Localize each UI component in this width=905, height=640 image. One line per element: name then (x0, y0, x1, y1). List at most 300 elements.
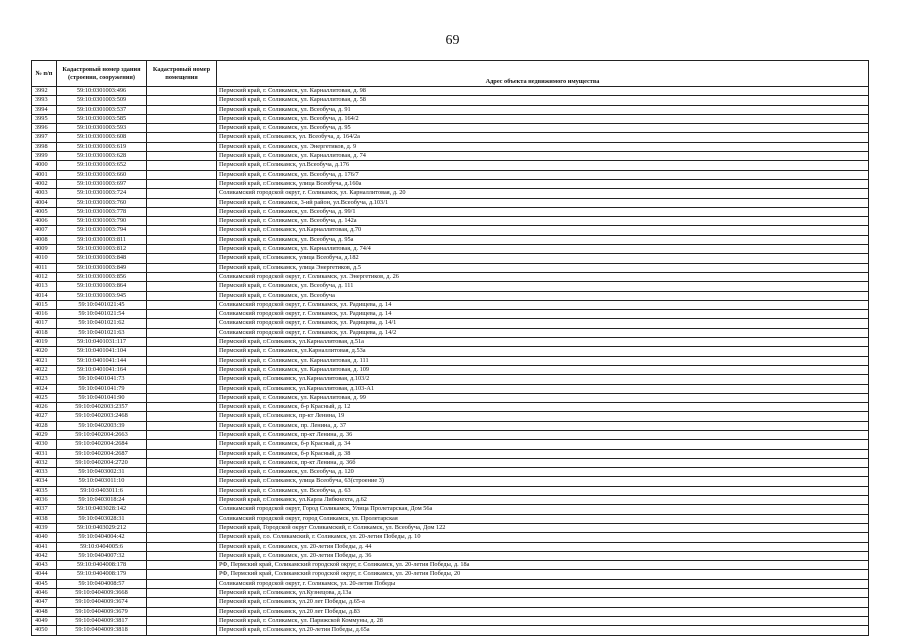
cadastral-number: 59:10:0301003:778 (57, 207, 147, 216)
row-number: 4041 (32, 542, 57, 551)
room-number (147, 198, 217, 207)
address: РФ, Пермский край, Соликамский городской округ, г. Соликамск, ул. 20-летия Победы, 20 (217, 570, 869, 579)
table-row (32, 440, 869, 449)
cadastral-number: 59:10:0404008:178 (57, 561, 147, 570)
row-number: 4014 (32, 291, 57, 300)
header-room: Кадастровый номер помещения (147, 61, 217, 87)
address: Пермский край, г. Соликамск, ул. Карналлитовая, д. 58 (217, 96, 869, 105)
table-row (32, 179, 869, 188)
room-number (147, 626, 217, 635)
property-table (31, 60, 869, 636)
cadastral-number: 59:10:0402003:2357 (57, 403, 147, 412)
cadastral-number: 59:10:0403028:142 (57, 505, 147, 514)
row-number: 4018 (32, 328, 57, 337)
row-number: 4035 (32, 486, 57, 495)
address: Пермский край, г.Соликамск, ул.Всеобуча, д.176 (217, 161, 869, 170)
room-number (147, 458, 217, 467)
header-cadastral: Кадастровый номер здания (строения, сооружения) (57, 61, 147, 87)
cadastral-number: 59:10:0402003:39 (57, 421, 147, 430)
address: Пермский край, г. Соликамск, ул. Всеобуча, д. 99/1 (217, 207, 869, 216)
address: Пермский край, г.Соликамск, ул.20 лет Победы, д.83 (217, 607, 869, 616)
address: Пермский край, г.Соликамск, ул.Карналлитовая, д.51а (217, 338, 869, 347)
room-number (147, 291, 217, 300)
row-number: 4026 (32, 403, 57, 412)
row-number: 4024 (32, 384, 57, 393)
cadastral-number: 59:10:0402003:2468 (57, 412, 147, 421)
row-number: 3994 (32, 105, 57, 114)
room-number (147, 235, 217, 244)
row-number: 3993 (32, 96, 57, 105)
row-number: 4017 (32, 319, 57, 328)
cadastral-number: 59:10:0301003:697 (57, 179, 147, 188)
row-number: 4025 (32, 393, 57, 402)
address: Пермский край, г. Соликамск, ул. Всеобуча (217, 291, 869, 300)
address: Соликамский городской округ, г. Соликамск, ул. Радищева, д. 14/2 (217, 328, 869, 337)
address: Пермский край, г. Соликамск, пр-кт Ленина, д. 36б (217, 458, 869, 467)
room-number (147, 412, 217, 421)
room-number (147, 105, 217, 114)
table-row (32, 235, 869, 244)
table-row (32, 477, 869, 486)
room-number (147, 449, 217, 458)
row-number: 4031 (32, 449, 57, 458)
row-number: 4000 (32, 161, 57, 170)
cadastral-number: 59:10:0301003:790 (57, 217, 147, 226)
room-number (147, 505, 217, 514)
row-number: 4037 (32, 505, 57, 514)
address: Пермский край, г. Соликамск, 3-ий район, ул.Всеобуча, д.103/1 (217, 198, 869, 207)
address: Пермский край, г. Соликамск, ул. Карналлитовая, д. 109 (217, 365, 869, 374)
cadastral-number: 59:10:0301003:509 (57, 96, 147, 105)
table-row (32, 523, 869, 532)
room-number (147, 384, 217, 393)
cadastral-number: 59:10:0401021:45 (57, 300, 147, 309)
room-number (147, 170, 217, 179)
row-number: 4020 (32, 347, 57, 356)
address: Пермский край, г.Соликамск, ул.Карла Либкнехта, д.62 (217, 496, 869, 505)
row-number: 4009 (32, 245, 57, 254)
table-row (32, 87, 869, 96)
row-number: 4047 (32, 598, 57, 607)
room-number (147, 300, 217, 309)
room-number (147, 96, 217, 105)
table-row (32, 152, 869, 161)
row-number: 4044 (32, 570, 57, 579)
table-row (32, 272, 869, 281)
row-number: 4001 (32, 170, 57, 179)
table-row (32, 430, 869, 439)
room-number (147, 124, 217, 133)
table-row (32, 570, 869, 579)
address: Пермский край, г.Соликамск, ул.Карналлитовая, д.103/2 (217, 375, 869, 384)
table-row (32, 468, 869, 477)
address: Пермский край, г.о. Соликамский, г. Соликамск, ул. 20-летия Победы, д. 10 (217, 533, 869, 542)
address: Пермский край, г.Соликамск, улица Всеобуча, д.182 (217, 254, 869, 263)
table-row (32, 142, 869, 151)
room-number (147, 393, 217, 402)
row-number: 4040 (32, 533, 57, 542)
address: Пермский край, г. Соликамск, ул. Карналлитовая, д. 99 (217, 393, 869, 402)
table-row (32, 161, 869, 170)
room-number (147, 561, 217, 570)
cadastral-number: 59:10:0404009:3674 (57, 598, 147, 607)
row-number: 3996 (32, 124, 57, 133)
cadastral-number: 59:10:0401021:63 (57, 328, 147, 337)
row-number: 4028 (32, 421, 57, 430)
room-number (147, 356, 217, 365)
table-row (32, 551, 869, 560)
cadastral-number: 59:10:0401041:79 (57, 384, 147, 393)
row-number: 4039 (32, 523, 57, 532)
address: Пермский край, г. Соликамск, ул. Всеобуча, д. 142а (217, 217, 869, 226)
table-row (32, 514, 869, 523)
table-row (32, 421, 869, 430)
room-number (147, 430, 217, 439)
table-row (32, 189, 869, 198)
row-number: 4010 (32, 254, 57, 263)
room-number (147, 496, 217, 505)
address: Пермский край, г. Соликамск, ул. Всеобуча, д. 95а (217, 235, 869, 244)
table-row (32, 393, 869, 402)
room-number (147, 319, 217, 328)
table-row (32, 449, 869, 458)
row-number: 4013 (32, 282, 57, 291)
address: Пермский край, г.Соликамск, улица Всеобуча, 63(строение 3) (217, 477, 869, 486)
cadastral-number: 59:10:0301003:537 (57, 105, 147, 114)
table-row (32, 338, 869, 347)
row-number: 4046 (32, 589, 57, 598)
cadastral-number: 59:10:0301003:660 (57, 170, 147, 179)
cadastral-number: 59:10:0404005:6 (57, 542, 147, 551)
room-number (147, 245, 217, 254)
row-number: 4019 (32, 338, 57, 347)
room-number (147, 570, 217, 579)
address: Пермский край, г.Соликамск, улица Всеобуча, д.160а (217, 179, 869, 188)
cadastral-number: 59:10:0402004:2687 (57, 449, 147, 458)
address: Пермский край, г. Соликамск, ул. Карналлитовая, д. 74 (217, 152, 869, 161)
address: Соликамский городской округ, город Соликамск, ул. Пролетарская (217, 514, 869, 523)
page-number: 69 (445, 33, 460, 48)
address: Пермский край, г. Соликамск, ул. Всеобуча, д. 95 (217, 124, 869, 133)
room-number (147, 282, 217, 291)
cadastral-number: 59:10:0301003:619 (57, 142, 147, 151)
room-number (147, 133, 217, 142)
table-row (32, 505, 869, 514)
cadastral-number: 59:10:0404008:57 (57, 579, 147, 588)
address: Пермский край, Городской округ Соликамский, г. Соликамск, ул. Всеобуча, Дом 122 (217, 523, 869, 532)
room-number (147, 254, 217, 263)
table-row (32, 300, 869, 309)
row-number: 4011 (32, 263, 57, 272)
room-number (147, 310, 217, 319)
cadastral-number: 59:10:0404004:42 (57, 533, 147, 542)
row-number: 4033 (32, 468, 57, 477)
row-number: 4022 (32, 365, 57, 374)
row-number: 4016 (32, 310, 57, 319)
table-row (32, 375, 869, 384)
row-number: 4021 (32, 356, 57, 365)
header-address: Адрес объекта недвижимого имущества (217, 78, 869, 87)
row-number: 4006 (32, 217, 57, 226)
cadastral-number: 59:10:0301003:856 (57, 272, 147, 281)
table-row (32, 589, 869, 598)
table-row (32, 124, 869, 133)
address: Пермский край, г. Соликамск, ул. Всеобуча, д. 164/2 (217, 114, 869, 123)
room-number (147, 607, 217, 616)
room-number (147, 189, 217, 198)
cadastral-number: 59:10:0301003:945 (57, 291, 147, 300)
room-number (147, 347, 217, 356)
room-number (147, 533, 217, 542)
row-number: 4002 (32, 179, 57, 188)
table-row (32, 496, 869, 505)
cadastral-number: 59:10:0301003:496 (57, 87, 147, 96)
table-row (32, 412, 869, 421)
room-number (147, 421, 217, 430)
cadastral-number: 59:10:0301003:652 (57, 161, 147, 170)
row-number: 4005 (32, 207, 57, 216)
cadastral-number: 59:10:0401021:62 (57, 319, 147, 328)
row-number: 4034 (32, 477, 57, 486)
cadastral-number: 59:10:0301003:724 (57, 189, 147, 198)
address: Пермский край, г.Соликамск, ул.20-летия Победы, д.65а (217, 626, 869, 635)
room-number (147, 226, 217, 235)
table-row (32, 561, 869, 570)
room-number (147, 598, 217, 607)
room-number (147, 328, 217, 337)
cadastral-number: 59:10:0401031:117 (57, 338, 147, 347)
row-number: 4042 (32, 551, 57, 560)
address: Соликамский городской округ, г. Соликамск, ул. Энергетиков, д. 26 (217, 272, 869, 281)
cadastral-number: 59:10:0403011:6 (57, 486, 147, 495)
address: РФ, Пермский край, Соликамский городской округ, г. Соликамск, ул. 20-летия Победы, д. 18а (217, 561, 869, 570)
table-row (32, 310, 869, 319)
row-number: 4007 (32, 226, 57, 235)
address: Пермский край, г.Соликамск, улица Энергетиков, д.5 (217, 263, 869, 272)
table-row (32, 170, 869, 179)
cadastral-number: 59:10:0401041:104 (57, 347, 147, 356)
row-number: 4027 (32, 412, 57, 421)
table-row (32, 542, 869, 551)
room-number (147, 152, 217, 161)
table-row (32, 198, 869, 207)
address: Пермский край, г. Соликамск, ул. Всеобуча, д. 111 (217, 282, 869, 291)
room-number (147, 161, 217, 170)
room-number (147, 114, 217, 123)
address: Пермский край, г. Соликамск, ул. 20-летия Победы, д. 44 (217, 542, 869, 551)
address: Пермский край, г.Соликамск, ул.20 лет Победы, д.65-а (217, 598, 869, 607)
header-address-spacer (217, 61, 869, 79)
room-number (147, 217, 217, 226)
cadastral-number: 59:10:0301003:794 (57, 226, 147, 235)
cadastral-number: 59:10:0403029:212 (57, 523, 147, 532)
address: Пермский край, г. Соликамск, ул. Карналлитовая, д. 74/4 (217, 245, 869, 254)
row-number: 3992 (32, 87, 57, 96)
row-number: 4004 (32, 198, 57, 207)
room-number (147, 477, 217, 486)
room-number (147, 338, 217, 347)
room-number (147, 403, 217, 412)
address: Пермский край, г. Соликамск, ул. Карналлитовая, д. 98 (217, 87, 869, 96)
row-number: 4049 (32, 616, 57, 625)
cadastral-number: 59:10:0401041:164 (57, 365, 147, 374)
row-number: 4043 (32, 561, 57, 570)
room-number (147, 616, 217, 625)
room-number (147, 589, 217, 598)
row-number: 4015 (32, 300, 57, 309)
room-number (147, 375, 217, 384)
row-number: 3999 (32, 152, 57, 161)
address: Соликамский городской округ, г. Соликамск, ул. Радищева, д. 14/1 (217, 319, 869, 328)
cadastral-number: 59:10:0404009:3679 (57, 607, 147, 616)
address: Пермский край, г. Соликамск, пр. Ленина, д. 37 (217, 421, 869, 430)
room-number (147, 486, 217, 495)
cadastral-number: 59:10:0401021:54 (57, 310, 147, 319)
header-num: № п/п (32, 61, 57, 87)
row-number: 4003 (32, 189, 57, 198)
address: Пермский край, г. Соликамск, ул. Всеобуча, д. 176/7 (217, 170, 869, 179)
table-row (32, 291, 869, 300)
address: Пермский край, г. Соликамск, б-р Красный, д. 38 (217, 449, 869, 458)
address: Пермский край, г.Соликамск, ул.Карналлитовая, д.103-А1 (217, 384, 869, 393)
cadastral-number: 59:10:0403018:24 (57, 496, 147, 505)
row-number: 4008 (32, 235, 57, 244)
cadastral-number: 59:10:0403028:31 (57, 514, 147, 523)
cadastral-number: 59:10:0402004:2720 (57, 458, 147, 467)
row-number: 4050 (32, 626, 57, 635)
address: Соликамский городской округ, Город Соликамск, Улица Пролетарская, Дом 56а (217, 505, 869, 514)
room-number (147, 263, 217, 272)
cadastral-number: 59:10:0401041:73 (57, 375, 147, 384)
table-row (32, 105, 869, 114)
room-number (147, 272, 217, 281)
table-row (32, 626, 869, 635)
row-number: 4048 (32, 607, 57, 616)
address: Пермский край, г. Соликамск, ул. Всеобуча, д. 120 (217, 468, 869, 477)
room-number (147, 440, 217, 449)
address: Соликамский городской округ, г. Соликамск, ул. Радищева, д. 14 (217, 310, 869, 319)
row-number: 3998 (32, 142, 57, 151)
address: Соликамский городской округ, г. Соликамск, ул. 20-летия Победы (217, 579, 869, 588)
cadastral-number: 59:10:0301003:585 (57, 114, 147, 123)
cadastral-number: 59:10:0301003:760 (57, 198, 147, 207)
address: Пермский край, г. Соликамск, ул. Энергетиков, д. 9 (217, 142, 869, 151)
table-row (32, 458, 869, 467)
row-number: 3995 (32, 114, 57, 123)
address: Пермский край, г. Соликамск, пр-кт Ленина, д. 36 (217, 430, 869, 439)
room-number (147, 207, 217, 216)
address: Пермский край, г.Соликамск, пр-кт Ленина, 19 (217, 412, 869, 421)
table-row (32, 486, 869, 495)
table-row (32, 226, 869, 235)
table-row (32, 133, 869, 142)
table-row (32, 384, 869, 393)
row-number: 4012 (32, 272, 57, 281)
row-number: 3997 (32, 133, 57, 142)
cadastral-number: 59:10:0403002:31 (57, 468, 147, 477)
address: Пермский край, г.Соликамск, ул. Всеобуча, д. 164/2а (217, 133, 869, 142)
room-number (147, 514, 217, 523)
table-row (32, 347, 869, 356)
address: Пермский край, г.Соликамск, ул.Кузнецова, д.13а (217, 589, 869, 598)
address: Пермский край, г. Соликамск, б-р Красный, д. 12 (217, 403, 869, 412)
row-number: 4036 (32, 496, 57, 505)
address: Пермский край, г. Соликамск, ул.Карналлитовая, д.53а (217, 347, 869, 356)
cadastral-number: 59:10:0404007:32 (57, 551, 147, 560)
row-number: 4032 (32, 458, 57, 467)
row-number: 4038 (32, 514, 57, 523)
address: Соликамский городской округ, г. Соликамск, ул. Карналлитовая, д. 20 (217, 189, 869, 198)
table-row (32, 114, 869, 123)
table-row (32, 217, 869, 226)
room-number (147, 365, 217, 374)
room-number (147, 523, 217, 532)
address: Пермский край, г. Соликамск, ул. 20-летия Победы, д. 36 (217, 551, 869, 560)
table-row (32, 616, 869, 625)
cadastral-number: 59:10:0301003:608 (57, 133, 147, 142)
table-row (32, 254, 869, 263)
cadastral-number: 59:10:0403011:10 (57, 477, 147, 486)
table-row (32, 598, 869, 607)
address: Пермский край, г. Соликамск, ул. Всеобуча, д. 91 (217, 105, 869, 114)
room-number (147, 179, 217, 188)
cadastral-number: 59:10:0404009:3668 (57, 589, 147, 598)
cadastral-number: 59:10:0301003:811 (57, 235, 147, 244)
table-row (32, 282, 869, 291)
table-row (32, 365, 869, 374)
cadastral-number: 59:10:0401041:90 (57, 393, 147, 402)
row-number: 4030 (32, 440, 57, 449)
table-row (32, 533, 869, 542)
room-number (147, 542, 217, 551)
table-row (32, 328, 869, 337)
address: Пермский край, г. Соликамск, ул. Парижской Коммуны, д. 28 (217, 616, 869, 625)
cadastral-number: 59:10:0301003:812 (57, 245, 147, 254)
table-row (32, 607, 869, 616)
row-number: 4023 (32, 375, 57, 384)
cadastral-number: 59:10:0301003:593 (57, 124, 147, 133)
cadastral-number: 59:10:0301003:849 (57, 263, 147, 272)
cadastral-number: 59:10:0301003:848 (57, 254, 147, 263)
cadastral-number: 59:10:0402004:2663 (57, 430, 147, 439)
table-row (32, 96, 869, 105)
address: Пермский край, г.Соликамск, ул.Карналлитовая, д.70 (217, 226, 869, 235)
cadastral-number: 59:10:0301003:628 (57, 152, 147, 161)
table-row (32, 579, 869, 588)
cadastral-number: 59:10:0404008:179 (57, 570, 147, 579)
room-number (147, 142, 217, 151)
address: Пермский край, г. Соликамск, ул. Карналлитовая, д. 111 (217, 356, 869, 365)
address: Соликамский городской округ, г. Соликамск, ул. Радищева, д. 14 (217, 300, 869, 309)
room-number (147, 551, 217, 560)
room-number (147, 468, 217, 477)
table-row (32, 319, 869, 328)
cadastral-number: 59:10:0404009:3817 (57, 616, 147, 625)
cadastral-number: 59:10:0402004:2684 (57, 440, 147, 449)
table-row (32, 207, 869, 216)
table-row (32, 403, 869, 412)
row-number: 4045 (32, 579, 57, 588)
row-number: 4029 (32, 430, 57, 439)
room-number (147, 87, 217, 96)
address: Пермский край, г. Соликамск, ул. Всеобуча, д. 63 (217, 486, 869, 495)
table-body (32, 87, 869, 636)
cadastral-number: 59:10:0401041:144 (57, 356, 147, 365)
table-row (32, 263, 869, 272)
cadastral-number: 59:10:0404009:3818 (57, 626, 147, 635)
address: Пермский край, г. Соликамск, б-р Красный, д. 34 (217, 440, 869, 449)
table-row (32, 245, 869, 254)
